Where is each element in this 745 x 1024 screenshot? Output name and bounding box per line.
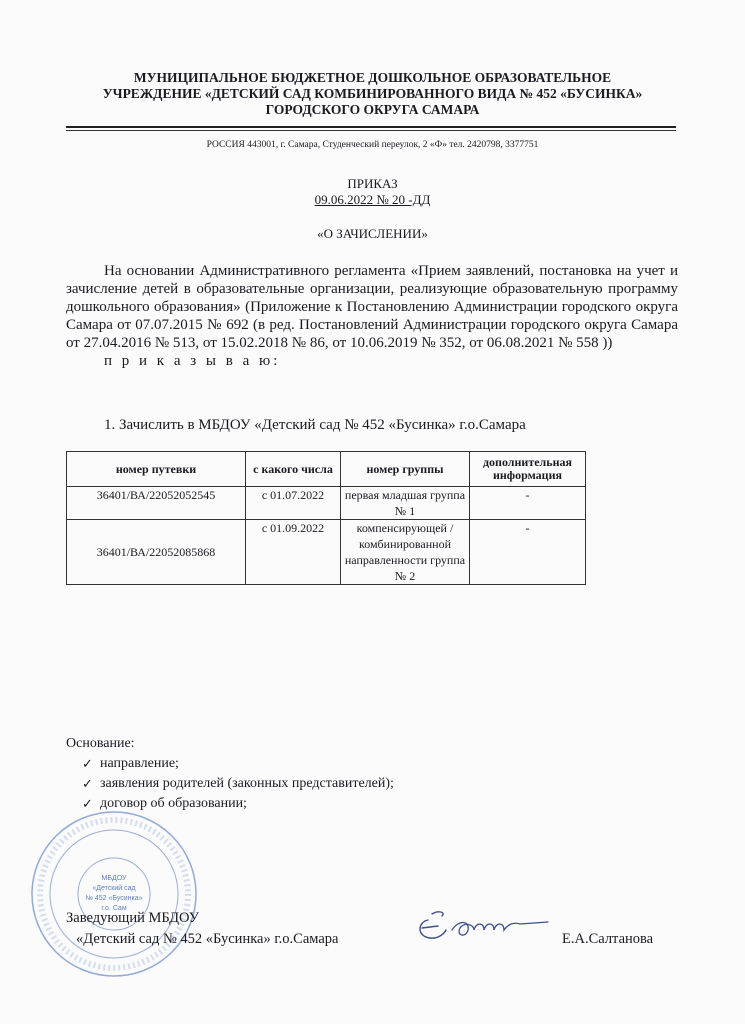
- org-name-line2: УЧРЕЖДЕНИЕ «ДЕТСКИЙ САД КОМБИНИРОВАННОГО ВИДА № 452 «БУСИНКА»: [102, 86, 643, 101]
- header-group-number: номер группы: [341, 452, 470, 487]
- signatory-position-line2: «Детский сад № 452 «Бусинка» г.о.Самара: [76, 931, 339, 947]
- basis-item-label: заявления родителей (законных представителей);: [100, 776, 394, 791]
- seal-line: № 452 «Бусинка»: [85, 895, 143, 902]
- basis-section: [66, 734, 394, 814]
- basis-paragraph: На основании Административного регламента «Прием заявлений, постановка на учет и зачисление детей в образовательные организации, реализующие образовательную программу дошкольного образования» (Приложение к Постановлению Администрации городского округа Самара от 07.07.2015 № 692 (в ред. Постановлений Администрации городского округа Самара от 27.04.2016 № 513, от 15.02.2018 № 86, от 10.06.2019 № 352, от 06.08.2021 № 558 )): [66, 263, 678, 351]
- info-cell: -: [470, 487, 586, 520]
- header-start-date: с какого числа: [246, 452, 341, 487]
- header-additional-info: дополнительная информация: [470, 452, 586, 487]
- org-name-line1: МУНИЦИПАЛЬНОЕ БЮДЖЕТНОЕ ДОШКОЛЬНОЕ ОБРАЗОВАТЕЛЬНОЕ: [133, 70, 612, 85]
- order-body: [66, 262, 678, 370]
- basis-list: [66, 754, 394, 814]
- checkmark-icon: ✓: [82, 776, 93, 791]
- enrollment-table: [66, 451, 586, 585]
- orders-phrase: п р и к а з ы в а ю:: [104, 353, 281, 369]
- voucher-number-cell: 36401/ВА/22052085868: [67, 520, 246, 585]
- signatory-name: Е.А.Салтанова: [562, 931, 654, 947]
- list-item: [84, 774, 394, 794]
- header-divider-thick: [66, 126, 676, 128]
- enrollment-item: 1. Зачислить в МБДОУ «Детский сад № 452 «Бусинка» г.о.Самара: [104, 417, 526, 433]
- header-divider-thin: [66, 130, 676, 131]
- checkmark-icon: ✓: [82, 756, 93, 771]
- checkmark-icon: ✓: [82, 796, 93, 811]
- order-subject: «О ЗАЧИСЛЕНИИ»: [317, 226, 428, 241]
- seal-line: «Детский сад: [92, 885, 136, 892]
- basis-item-label: договор об образовании;: [100, 796, 247, 811]
- seal-line: г.о. Сам: [101, 905, 127, 912]
- voucher-number-cell: 36401/ВА/22052052545: [67, 487, 246, 520]
- info-cell: -: [470, 520, 586, 585]
- list-item: [84, 754, 394, 774]
- group-cell: компенсирующей /комбинированной направленности группа № 2: [341, 520, 470, 585]
- table-row: [67, 487, 586, 520]
- table-header-row: [67, 452, 586, 487]
- org-name-line3: ГОРОДСКОГО ОКРУГА САМАРА: [265, 102, 480, 117]
- basis-item-label: направление;: [100, 756, 179, 771]
- start-date-cell: с 01.09.2022: [246, 520, 341, 585]
- start-date-cell: с 01.07.2022: [246, 487, 341, 520]
- signatory-position-line1: Заведующий МБДОУ: [66, 910, 199, 926]
- seal-line: МБДОУ: [101, 875, 127, 882]
- basis-title: Основание:: [66, 736, 135, 751]
- group-cell: первая младшая группа № 1: [341, 487, 470, 520]
- header-voucher-number: номер путевки: [67, 452, 246, 487]
- order-date-number: 09.06.2022 № 20 -ДД: [314, 192, 431, 207]
- table-row: [67, 520, 586, 585]
- official-seal: [28, 808, 200, 980]
- order-title: ПРИКАЗ: [347, 176, 398, 191]
- handwritten-signature: [408, 900, 558, 950]
- org-address: РОССИЯ 443001, г. Самара, Студенческий переулок, 2 «Ф» тел. 2420798, 3377751: [206, 140, 539, 150]
